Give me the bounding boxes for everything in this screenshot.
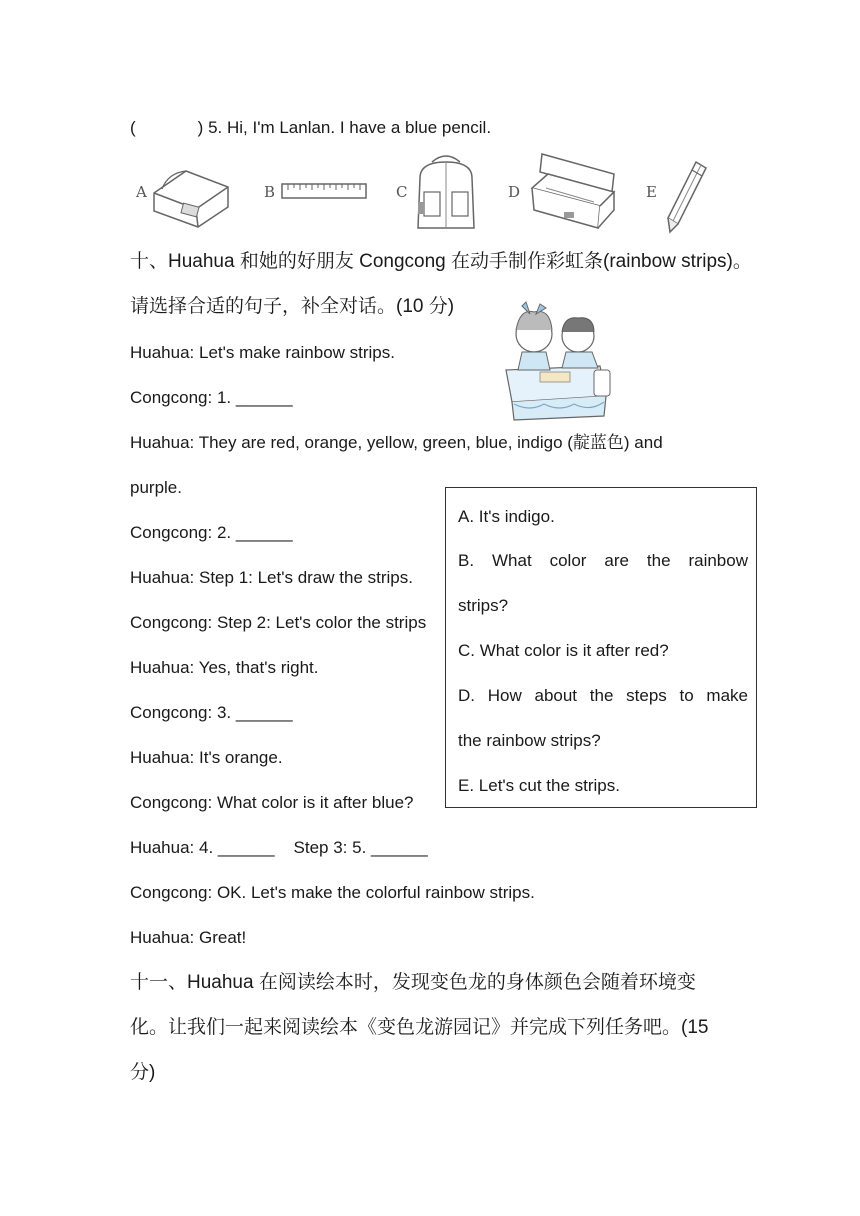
section-10-heading: 十、Huahua 和她的好朋友 Congcong 在动手制作彩虹条(rainbow strips)。 [130,251,752,272]
dialogue-line-8: Huahua: Yes, that's right. [130,658,319,677]
dialogue-line-10: Huahua: It's orange. [130,748,283,767]
section-11-line-2: 化。让我们一起来阅读绘本《变色龙游园记》并完成下列任务吧。(15 [130,1017,709,1038]
choice-b-line-2: strips? [458,596,509,615]
choice-b-line-1: B. What color are the rainbow [458,551,748,570]
dialogue-line-12: Huahua: 4. ______ Step 3: 5. ______ [130,838,428,857]
schoolbag-icon [410,152,482,234]
option-d-letter: D [508,183,521,201]
answer-paren-close: ) [197,118,204,137]
choice-d-line-2: the rainbow strips? [458,731,601,750]
answer-paren-open: ( [130,118,136,137]
dialogue-line-6: Huahua: Step 1: Let's draw the strips. [130,568,413,587]
dialogue-line-7: Congcong: Step 2: Let's color the strips [130,613,427,632]
choices-box [445,487,757,808]
question-5-text: 5. Hi, I'm Lanlan. I have a blue pencil. [208,118,492,137]
pencil-box-icon [528,148,620,234]
choice-c: C. What color is it after red? [458,641,669,660]
dialogue-line-2: Congcong: 1. ______ [130,388,293,407]
dialogue-line-3: Huahua: They are red, orange, yellow, green, blue, indigo (靛蓝色) and [130,433,663,452]
section-11-heading: 十一、Huahua 在阅读绘本时，发现变色龙的身体颜色会随着环境变 [130,972,696,993]
dialogue-line-11: Congcong: What color is it after blue? [130,793,414,812]
choice-a: A. It's indigo. [458,507,555,526]
dialogue-line-1: Huahua: Let's make rainbow strips. [130,343,395,362]
dialogue-line-13: Congcong: OK. Let's make the colorful rainbow strips. [130,883,535,902]
option-e-letter: E [646,183,657,201]
dialogue-line-5: Congcong: 2. ______ [130,523,293,542]
kids-crafting-illustration [500,300,618,422]
option-b-letter: B [264,183,276,201]
pencil-icon [664,158,710,236]
ruler-icon [280,180,368,202]
option-c-letter: C [396,183,408,201]
option-a-letter: A [136,183,147,201]
dialogue-line-14: Huahua: Great! [130,928,247,947]
dialogue-line-4: purple. [130,478,182,497]
question-5 [130,117,491,139]
dialogue-line-9: Congcong: 3. ______ [130,703,293,722]
choice-e: E. Let's cut the strips. [458,776,620,795]
eraser-icon [148,163,234,231]
section-10-instructions: 请选择合适的句子，补全对话。(10 分) [130,296,455,317]
choice-d-line-1: D. How about the steps to make [458,686,748,705]
section-11-line-3: 分) [130,1062,156,1083]
